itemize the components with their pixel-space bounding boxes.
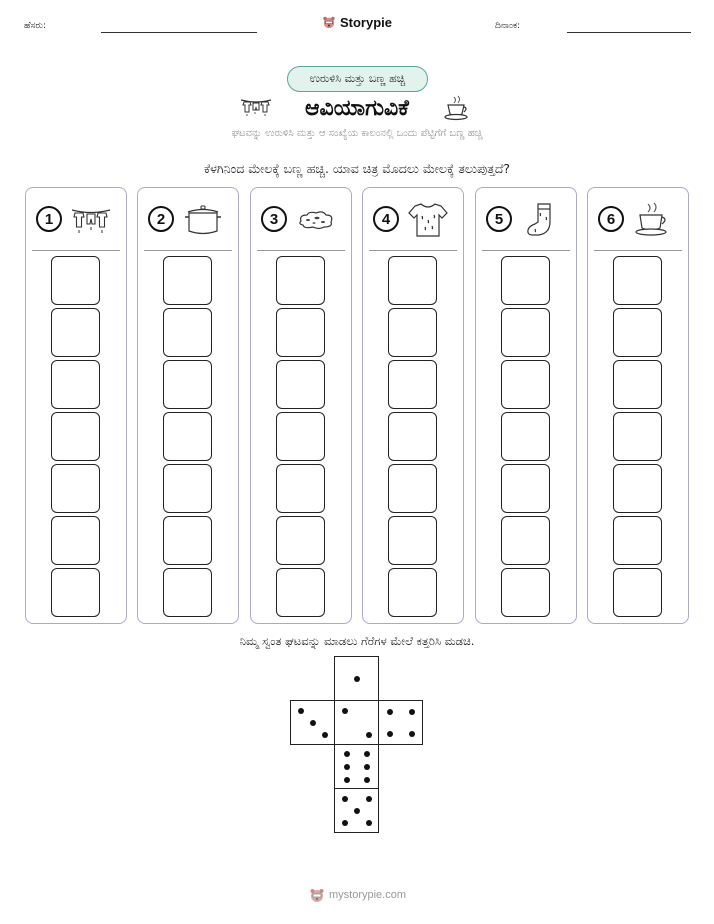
pip	[364, 764, 370, 770]
column-divider	[482, 250, 570, 251]
color-box[interactable]	[276, 568, 325, 617]
pip	[364, 751, 370, 757]
color-box[interactable]	[276, 516, 325, 565]
pip	[409, 709, 415, 715]
color-box[interactable]	[163, 360, 212, 409]
pip	[344, 777, 350, 783]
column-5	[475, 187, 577, 624]
column-header	[373, 202, 453, 238]
pip	[364, 777, 370, 783]
color-box[interactable]	[51, 516, 100, 565]
pip	[387, 731, 393, 737]
color-box[interactable]	[163, 516, 212, 565]
column-number: 1	[36, 206, 62, 232]
pip	[342, 708, 348, 714]
color-box[interactable]	[163, 308, 212, 357]
color-box[interactable]	[51, 464, 100, 513]
color-box[interactable]	[501, 412, 550, 461]
color-box[interactable]	[613, 308, 662, 357]
color-box[interactable]	[613, 412, 662, 461]
mascot-icon	[322, 14, 336, 30]
column-number: 2	[148, 206, 174, 232]
color-box[interactable]	[276, 256, 325, 305]
pip	[366, 796, 372, 802]
die-instruction: ನಿಮ್ಮ ಸ್ವಂತ ಘಟವನ್ನು ಮಾಡಲು ಗೆರೆಗಳ ಮೇಲೆ ಕತ್ತರಿಸಿ ಮಡಚಿ.	[239, 634, 475, 648]
color-box[interactable]	[501, 256, 550, 305]
column-header	[486, 202, 566, 238]
tea-cup-icon	[632, 202, 674, 238]
tea-cup-icon	[443, 95, 471, 121]
column-header	[36, 202, 116, 238]
wet-shirt-icon	[407, 202, 449, 238]
pot-icon	[182, 202, 224, 238]
column-6	[587, 187, 689, 624]
column-number: 3	[261, 206, 287, 232]
color-box[interactable]	[276, 308, 325, 357]
brand-logo	[322, 12, 392, 32]
column-divider	[32, 250, 120, 251]
die-face-1[interactable]	[334, 656, 379, 701]
color-box[interactable]	[388, 568, 437, 617]
color-box[interactable]	[501, 308, 550, 357]
column-divider	[144, 250, 232, 251]
puddle-icon	[295, 202, 337, 238]
title-row	[0, 93, 714, 125]
color-box[interactable]	[613, 516, 662, 565]
pip	[409, 731, 415, 737]
column-header	[148, 202, 228, 238]
pip	[322, 732, 328, 738]
color-box[interactable]	[51, 308, 100, 357]
mascot-icon	[309, 887, 325, 903]
footer-url[interactable]: mystorypie.com	[329, 889, 407, 901]
die-face-6[interactable]	[334, 744, 379, 789]
pip	[366, 820, 372, 826]
column-header	[261, 202, 341, 238]
pip	[366, 732, 372, 738]
column-number: 6	[598, 206, 624, 232]
question: ಕೆಳಗಿನಿಂದ ಮೇಲಕ್ಕೆ ಬಣ್ಣ ಹಚ್ಚಿ. ಯಾವ ಚಿತ್ರ ಮೊದಲು ಮೇಲಕ್ಕೆ ತಲುಪುತ್ತದೆ?	[203, 161, 511, 176]
color-box[interactable]	[388, 360, 437, 409]
color-box[interactable]	[613, 568, 662, 617]
sock-icon	[520, 202, 562, 238]
color-box[interactable]	[613, 256, 662, 305]
column-4	[362, 187, 464, 624]
color-box[interactable]	[51, 256, 100, 305]
brand-name: Storypie	[339, 14, 392, 30]
column-1	[25, 187, 127, 624]
pip	[354, 808, 360, 814]
color-box[interactable]	[501, 568, 550, 617]
die-face-3[interactable]	[290, 700, 335, 745]
name-label: ಹೆಸರು:	[24, 21, 47, 31]
pip	[342, 796, 348, 802]
die-face-4[interactable]	[378, 700, 423, 745]
pip	[298, 708, 304, 714]
column-divider	[369, 250, 457, 251]
date-label: ದಿನಾಂಕ:	[495, 21, 521, 31]
column-2	[137, 187, 239, 624]
color-box[interactable]	[388, 412, 437, 461]
column-divider	[257, 250, 345, 251]
color-box[interactable]	[388, 464, 437, 513]
color-box[interactable]	[163, 568, 212, 617]
color-box[interactable]	[613, 360, 662, 409]
subtitle: ಘಟವನ್ನು ಉರುಳಿಸಿ ಮತ್ತು ಆ ಸಂಖ್ಯೆಯ ಕಾಲಂನಲ್ಲಿ ಒಂದು ಪೆಟ್ಟಿಗೆಗೆ ಬಣ್ಣ ಹಚ್ಚಿ	[231, 128, 483, 139]
column-3	[250, 187, 352, 624]
column-header	[598, 202, 678, 238]
color-box[interactable]	[501, 516, 550, 565]
color-box[interactable]	[501, 360, 550, 409]
color-box[interactable]	[388, 256, 437, 305]
name-line[interactable]	[101, 32, 257, 33]
activity-badge: ಉರುಳಿಸಿ ಮತ್ತು ಬಣ್ಣ ಹಚ್ಚಿ	[287, 66, 428, 92]
color-box[interactable]	[163, 464, 212, 513]
pip	[387, 709, 393, 715]
color-box[interactable]	[51, 568, 100, 617]
color-box[interactable]	[388, 516, 437, 565]
pip	[342, 820, 348, 826]
color-box[interactable]	[501, 464, 550, 513]
color-box[interactable]	[276, 360, 325, 409]
color-box[interactable]	[276, 412, 325, 461]
column-number: 5	[486, 206, 512, 232]
date-line[interactable]	[567, 32, 691, 33]
color-box[interactable]	[51, 412, 100, 461]
die-face-5[interactable]	[334, 788, 379, 833]
color-box[interactable]	[276, 464, 325, 513]
color-box[interactable]	[613, 464, 662, 513]
pip	[344, 764, 350, 770]
color-box[interactable]	[388, 308, 437, 357]
clothesline-icon	[70, 202, 112, 238]
color-box[interactable]	[163, 256, 212, 305]
color-box[interactable]	[163, 412, 212, 461]
column-divider	[594, 250, 682, 251]
footer	[309, 886, 409, 904]
pip	[344, 751, 350, 757]
pip	[354, 676, 360, 682]
column-number: 4	[373, 206, 399, 232]
color-box[interactable]	[51, 360, 100, 409]
pip	[310, 720, 316, 726]
die-face-2[interactable]	[334, 700, 379, 745]
page-title: ಆವಿಯಾಗುವಿಕೆ	[305, 96, 409, 121]
